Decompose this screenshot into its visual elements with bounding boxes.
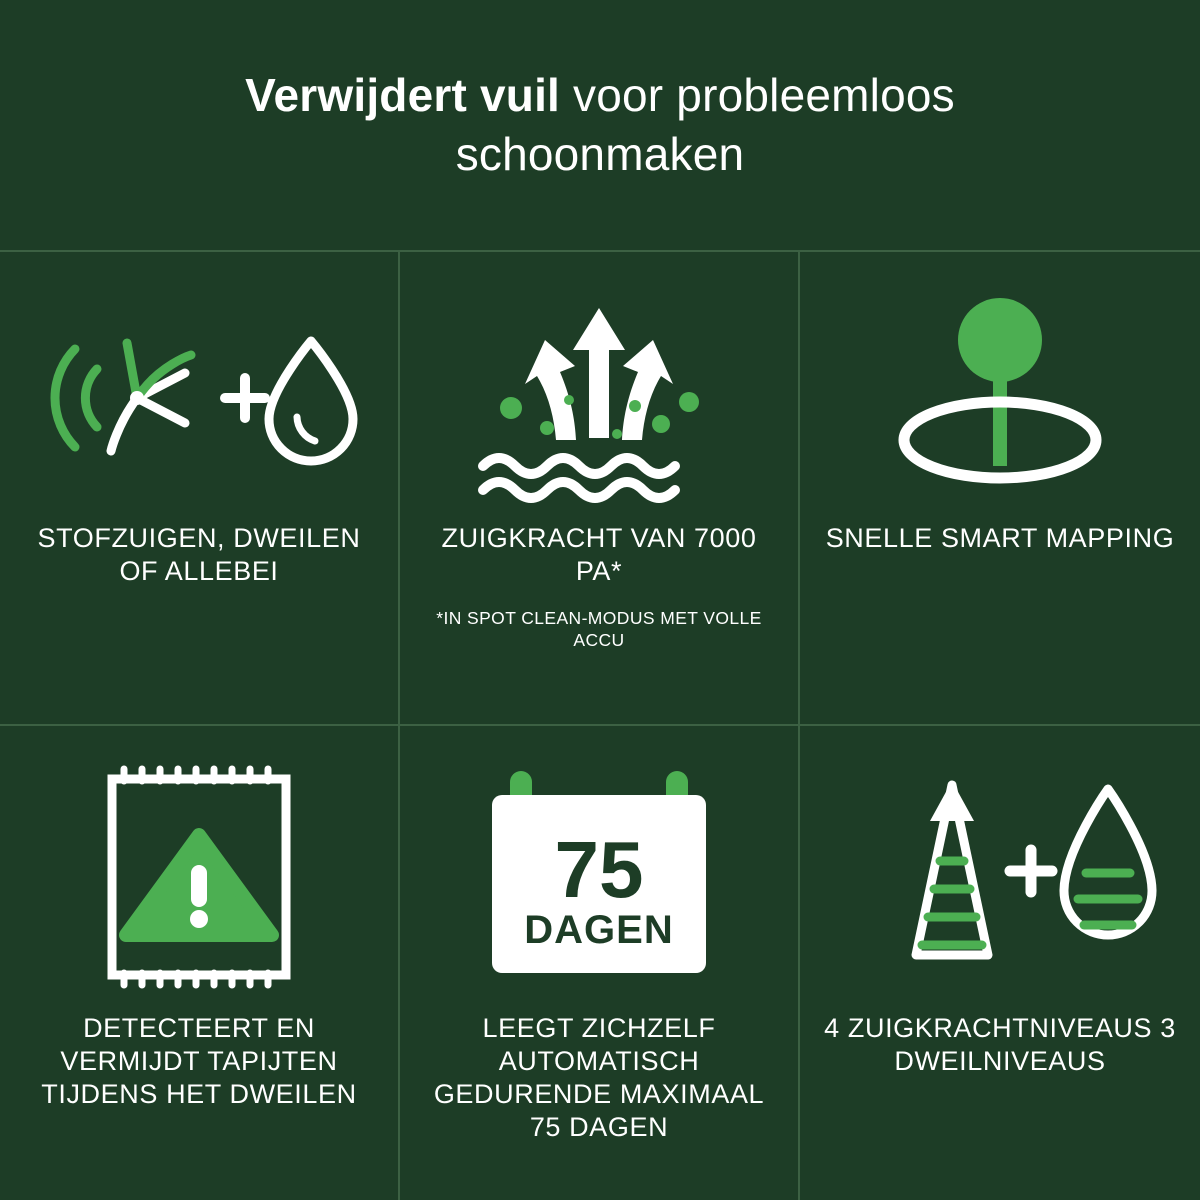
feature-caption: 4 ZUIGKRACHTNIVEAUS 3 DWEILNIVEAUS (824, 1013, 1176, 1076)
feature-cell-suction-power (400, 252, 800, 726)
feature-footnote: *IN SPOT CLEAN-MODUS MET VOLLE ACCU (436, 607, 762, 650)
fan-and-waterdrop-icon (39, 313, 359, 483)
calendar-75-days-icon (474, 757, 724, 997)
header (0, 0, 1200, 250)
page-title (120, 66, 1080, 184)
feature-cell-levels (800, 726, 1200, 1200)
feature-cell-carpet-avoidance (0, 726, 400, 1200)
feature-cell-smart-mapping (800, 252, 1200, 726)
calendar-word: DAGEN (524, 908, 674, 952)
icon-wrap (818, 278, 1182, 518)
map-pin-icon (870, 288, 1130, 508)
feature-grid (0, 250, 1200, 1200)
feature-caption: DETECTEERT EN VERMIJDT TAPIJTEN TIJDENS HET DWEILEN (41, 1013, 357, 1109)
feature-cell-auto-empty (400, 726, 800, 1200)
page-title-rest: voor probleemloos schoonmaken (455, 69, 955, 180)
feature-cell-vacuum-mop (0, 252, 400, 726)
icon-wrap (818, 752, 1182, 1002)
suction-levels-and-mop-levels-icon (840, 767, 1160, 987)
suction-arrows-icon (449, 288, 749, 508)
icon-wrap (18, 278, 380, 518)
carpet-warning-icon (84, 757, 314, 997)
feature-caption: STOFZUIGEN, DWEILEN OF ALLEBEI (37, 523, 361, 586)
icon-wrap (418, 752, 780, 1002)
calendar-number: 75 (554, 825, 644, 914)
page-title-strong: Verwijdert vuil (245, 69, 561, 122)
icon-wrap (18, 752, 380, 1002)
feature-caption: ZUIGKRACHT VAN 7000 PA* (441, 523, 757, 586)
feature-caption: SNELLE SMART MAPPING (825, 523, 1175, 553)
icon-wrap (418, 278, 780, 518)
feature-caption: LEEGT ZICHZELF AUTOMATISCH GEDURENDE MAXIMAAL 75 DAGEN (433, 1013, 765, 1142)
